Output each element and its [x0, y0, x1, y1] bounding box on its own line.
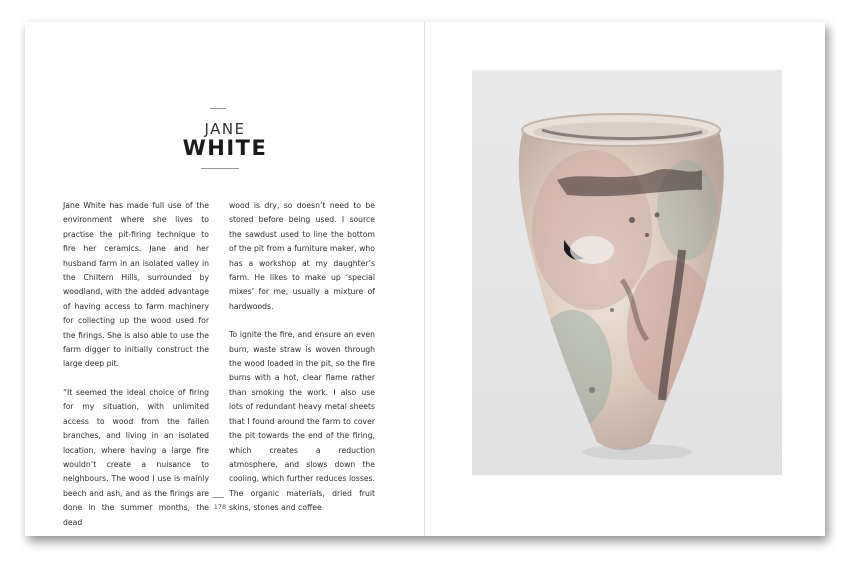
paragraph: wood is dry, so doesn’t need to be stored before being used. I source the sawdust used to line the bottom of the pit from a furniture maker, who has a workshop at my daughter’s farm. He likes to make up ‘special mixes’ for me, usually a mixture of hardwoods.: [229, 201, 375, 311]
left-page: [25, 22, 425, 536]
text-column-2: [229, 199, 375, 530]
folio-rule: [212, 497, 224, 498]
title-rule-bottom: [201, 168, 239, 169]
right-page: [425, 22, 825, 536]
page-number: 178: [213, 503, 227, 511]
book-spread: [25, 22, 825, 536]
vase-illustration: [472, 70, 782, 475]
paragraph: To ignite the fire, and ensure an even burn, waste straw is woven through the wood loaded in the pit, so the fire burns with a hot, clear flame rather than smoking the work. I also use lots of redundant heavy metal sheets that I found around the farm to cover the pit towards the end of the firing, which creates a reduction atmosphere, and slows down the cooling, which further reduces losses. The organic materials, dried fruit skins, stones and coffee: [229, 330, 375, 513]
paragraph: Jane White has made full use of the environment where she lives to practise the pit-firing technique to fire her ceramics. Jane and her husband farm in an isolated valley in the Chiltern Hills, surrounded by woodland, with the added advantage of having access to farm machinery for collecting up the wood used for the firings. She is also able to use the farm digger to initially construct the large deep pit.: [63, 201, 209, 369]
artist-first-name: JANE: [204, 120, 246, 138]
artist-last-name: WHITE: [182, 136, 268, 160]
vase-photo: [472, 70, 782, 475]
text-column-1: [63, 199, 209, 544]
paragraph: “It seemed the ideal choice of firing for my situation, with unlimited access to wood from the fallen branches, and living in an isolated location, where having a large fire wouldn’t create a nuisance to neighbours. The wood I use is mainly beech and ash, and as the firings are done in the summer months, the dead: [63, 387, 209, 527]
title-rule-top: [210, 108, 226, 109]
